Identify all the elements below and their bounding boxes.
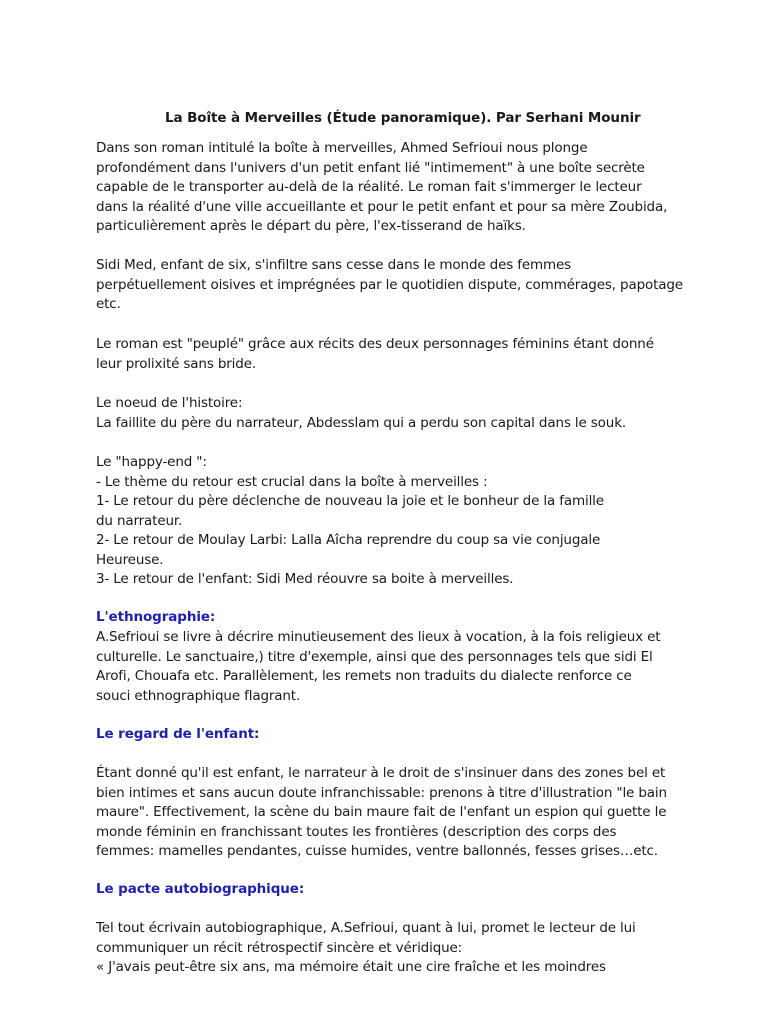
paragraph-sidi-med	[96, 256, 683, 315]
text-line: Le roman est "peuplé" grâce aux récits des deux personnages féminins étant donné	[96, 336, 654, 352]
text-line: Heureuse.	[96, 551, 164, 568]
text-line: femmes: mamelles pendantes, cuisse humides, ventre ballonnés, fesses grises…etc.	[96, 843, 658, 859]
section-heading-ethnographie: L'ethnographie:	[96, 609, 216, 625]
text-line: Le "happy-end ":	[96, 454, 207, 470]
text-line: communiquer un récit rétrospectif sincère et véridique:	[96, 939, 463, 956]
text-line: A.Sefrioui se livre à décrire minutieusement des lieux à vocation, à la fois religieux et	[96, 629, 661, 645]
paragraph-pacte	[96, 919, 676, 978]
text-line: Dans son roman intitulé la boîte à merveilles, Ahmed Sefrioui nous plonge	[96, 140, 588, 156]
text-line: Le noeud de l'histoire:	[96, 395, 243, 411]
text-line: perpétuellement oisives et imprégnées par le quotidien dispute, commérages, papotage	[96, 276, 683, 293]
paragraph-roman-peuple	[96, 335, 676, 374]
paragraph-intro	[96, 139, 676, 237]
text-line: 1- Le retour du père déclenche de nouveau la joie et le bonheur de la famille	[96, 493, 604, 509]
paragraph-happy-end	[96, 453, 676, 590]
text-line: capable de le transporter au-delà de la réalité. Le roman fait s'immerger le lecteur	[96, 179, 642, 195]
document-title: La Boîte à Merveilles (Étude panoramique). Par Serhani Mounir	[165, 110, 641, 126]
text-line: 3- Le retour de l'enfant: Sidi Med réouvre sa boite à merveilles.	[96, 571, 514, 587]
text-line: du narrateur.	[96, 512, 183, 529]
text-line: dans la réalité d'une ville accueillante et pour le petit enfant et pour sa mère Zoubida,	[96, 198, 668, 215]
text-line: monde féminin en franchissant toutes les frontières (description des corps des	[96, 823, 617, 840]
section-heading-pacte: Le pacte autobiographique:	[96, 881, 305, 897]
text-line: leur prolixité sans bride.	[96, 355, 256, 372]
paragraph-ethnographie	[96, 628, 676, 706]
paragraph-regard-enfant	[96, 764, 676, 862]
text-line: Tel tout écrivain autobiographique, A.Sefrioui, quant à lui, promet le lecteur de lui	[96, 920, 636, 936]
text-line: maure". Effectivement, la scène du bain maure fait de l'enfant un espion qui guette le	[96, 804, 667, 820]
text-line: etc.	[96, 296, 121, 312]
text-line: culturelle. Le sanctuaire,) titre d'exemple, ainsi que des personnages tels que sidi El	[96, 648, 653, 665]
text-line: bien intimes et sans aucun doute infranchissable: prenons à titre d'illustration "le bain	[96, 784, 667, 801]
text-line: 2- Le retour de Moulay Larbi: Lalla Aîcha reprendre du coup sa vie conjugale	[96, 532, 601, 548]
section-heading-regard-enfant: Le regard de l'enfant:	[96, 726, 260, 742]
text-line: Sidi Med, enfant de six, s'infiltre sans cesse dans le monde des femmes	[96, 257, 572, 273]
text-line: souci ethnographique flagrant.	[96, 687, 301, 704]
text-line: Arofi, Chouafa etc. Parallèlement, les remets non traduits du dialecte renforce ce	[96, 668, 632, 684]
text-line: profondément dans l'univers d'un petit enfant lié "intimement" à une boîte secrète	[96, 159, 645, 176]
text-line: « J'avais peut-être six ans, ma mémoire était une cire fraîche et les moindres	[96, 959, 606, 975]
text-line: particulièrement après le départ du père, l'ex-tisserand de haïks.	[96, 218, 526, 234]
text-line: - Le thème du retour est crucial dans la boîte à merveilles :	[96, 473, 488, 490]
text-line: La faillite du père du narrateur, Abdesslam qui a perdu son capital dans le souk.	[96, 414, 627, 431]
text-line: Étant donné qu'il est enfant, le narrateur à le droit de s'insinuer dans des zones bel et	[96, 765, 666, 781]
paragraph-noeud	[96, 394, 676, 433]
